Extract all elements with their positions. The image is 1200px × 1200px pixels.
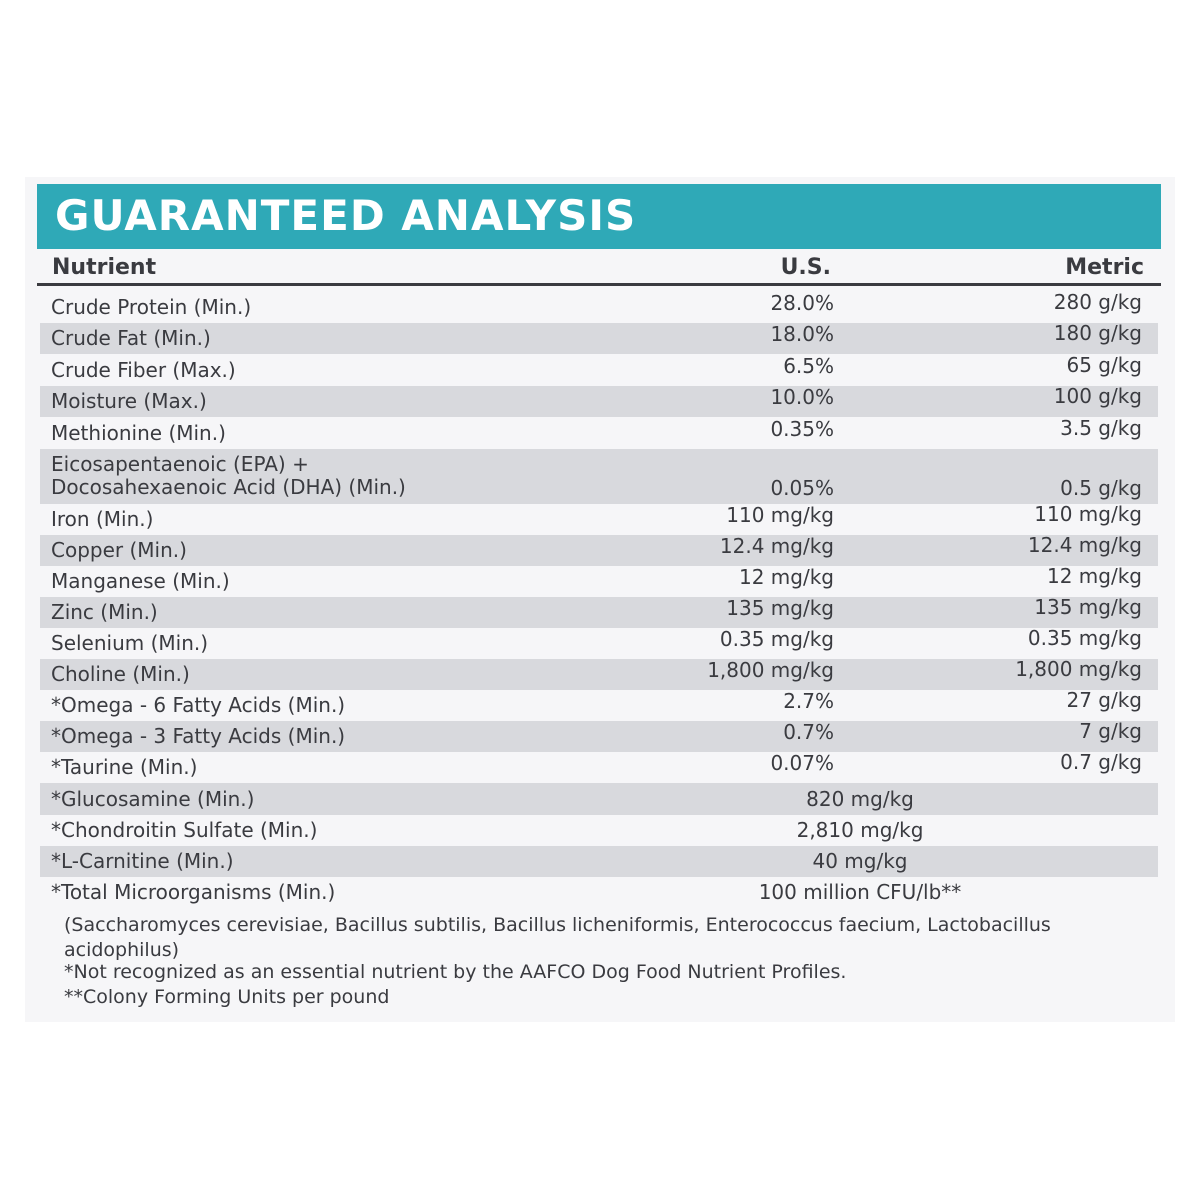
- table-row: [40, 783, 1158, 815]
- table-row: [40, 690, 1158, 721]
- table-row: [40, 597, 1158, 628]
- table-row: [40, 815, 1158, 846]
- nutrient-name: *Omega - 3 Fatty Acids (Min.): [51, 724, 346, 748]
- table-row: [40, 877, 1158, 908]
- nutrient-name: *L-Carnitine (Min.): [51, 849, 234, 873]
- footnote-line: **Colony Forming Units per pound: [64, 986, 390, 1008]
- metric-value: 1,800 mg/kg: [1015, 657, 1142, 681]
- nutrient-name: Crude Fat (Min.): [51, 326, 211, 350]
- metric-value: 65 g/kg: [1066, 353, 1142, 377]
- footnote-line: acidophilus): [64, 939, 180, 961]
- nutrient-name: Copper (Min.): [51, 538, 187, 562]
- header-divider: [37, 283, 1161, 286]
- table-row: [40, 449, 1158, 504]
- column-header-nutrient: Nutrient: [52, 255, 157, 280]
- us-value: 10.0%: [770, 385, 834, 409]
- metric-value: 0.35 mg/kg: [1027, 626, 1142, 650]
- metric-value: 12 mg/kg: [1047, 564, 1142, 588]
- table-row: [40, 355, 1158, 386]
- us-value: 110 mg/kg: [726, 503, 834, 527]
- nutrient-name: *Total Microorganisms (Min.): [51, 880, 336, 904]
- table-row: [40, 292, 1158, 323]
- metric-value: 110 mg/kg: [1034, 502, 1142, 526]
- footnote-line: *Not recognized as an essential nutrient by the AAFCO Dog Food Nutrient Profiles.: [64, 961, 847, 983]
- nutrient-name: Zinc (Min.): [51, 600, 158, 624]
- table-row: [40, 323, 1158, 354]
- nutrient-name: Crude Fiber (Max.): [51, 358, 236, 382]
- us-value: 12.4 mg/kg: [719, 534, 834, 558]
- us-value: 18.0%: [770, 322, 834, 346]
- metric-value: 180 g/kg: [1053, 321, 1142, 345]
- metric-value: 3.5 g/kg: [1060, 416, 1142, 440]
- nutrient-name: Crude Protein (Min.): [51, 295, 252, 319]
- combined-value: 40 mg/kg: [812, 849, 908, 873]
- metric-value: 0.5 g/kg: [1060, 476, 1142, 500]
- footnote-line: (Saccharomyces cerevisiae, Bacillus subtilis, Bacillus licheniformis, Enterococcus faecium, Lactobacillus: [64, 914, 1051, 936]
- us-value: 1,800 mg/kg: [707, 658, 834, 682]
- metric-value: 12.4 mg/kg: [1027, 533, 1142, 557]
- page-title: GUARANTEED ANALYSIS: [55, 191, 637, 240]
- nutrient-name: Iron (Min.): [51, 507, 154, 531]
- nutrient-name: *Glucosamine (Min.): [51, 787, 255, 811]
- table-row: [40, 504, 1158, 535]
- metric-value: 100 g/kg: [1053, 384, 1142, 408]
- metric-value: 135 mg/kg: [1034, 595, 1142, 619]
- combined-value: 820 mg/kg: [806, 787, 914, 811]
- metric-value: 7 g/kg: [1079, 719, 1142, 743]
- us-value: 135 mg/kg: [726, 596, 834, 620]
- nutrient-name: Choline (Min.): [51, 662, 190, 686]
- us-value: 0.7%: [783, 720, 834, 744]
- us-value: 6.5%: [783, 354, 834, 378]
- us-value: 0.07%: [770, 751, 834, 775]
- nutrient-name: Eicosapentaenoic (EPA) + Docosahexaenoic Acid (DHA) (Min.): [51, 452, 406, 499]
- us-value: 28.0%: [770, 291, 834, 315]
- table-row: [40, 846, 1158, 877]
- column-header-metric: Metric: [1065, 255, 1144, 280]
- us-value: 2.7%: [783, 689, 834, 713]
- table-row: [40, 628, 1158, 659]
- nutrient-name: Manganese (Min.): [51, 569, 230, 593]
- nutrient-name: Methionine (Min.): [51, 421, 226, 445]
- nutrient-name: *Omega - 6 Fatty Acids (Min.): [51, 693, 346, 717]
- table-row: [40, 721, 1158, 752]
- table-row: [40, 659, 1158, 690]
- us-value: 0.05%: [770, 476, 834, 500]
- table-row: [40, 386, 1158, 417]
- nutrient-name: *Taurine (Min.): [51, 755, 198, 779]
- us-value: 0.35%: [770, 417, 834, 441]
- column-header-us: U.S.: [780, 255, 831, 280]
- us-value: 12 mg/kg: [739, 565, 834, 589]
- table-row: [40, 752, 1158, 783]
- metric-value: 0.7 g/kg: [1060, 750, 1142, 774]
- nutrient-name: *Chondroitin Sulfate (Min.): [51, 818, 318, 842]
- us-value: 0.35 mg/kg: [719, 627, 834, 651]
- nutrient-name: Moisture (Max.): [51, 389, 207, 413]
- metric-value: 280 g/kg: [1053, 290, 1142, 314]
- combined-value: 100 million CFU/lb**: [758, 880, 962, 904]
- table-row: [40, 566, 1158, 597]
- metric-value: 27 g/kg: [1066, 688, 1142, 712]
- combined-value: 2,810 mg/kg: [796, 818, 924, 842]
- table-row: [40, 418, 1158, 449]
- table-row: [40, 535, 1158, 566]
- nutrient-name: Selenium (Min.): [51, 631, 209, 655]
